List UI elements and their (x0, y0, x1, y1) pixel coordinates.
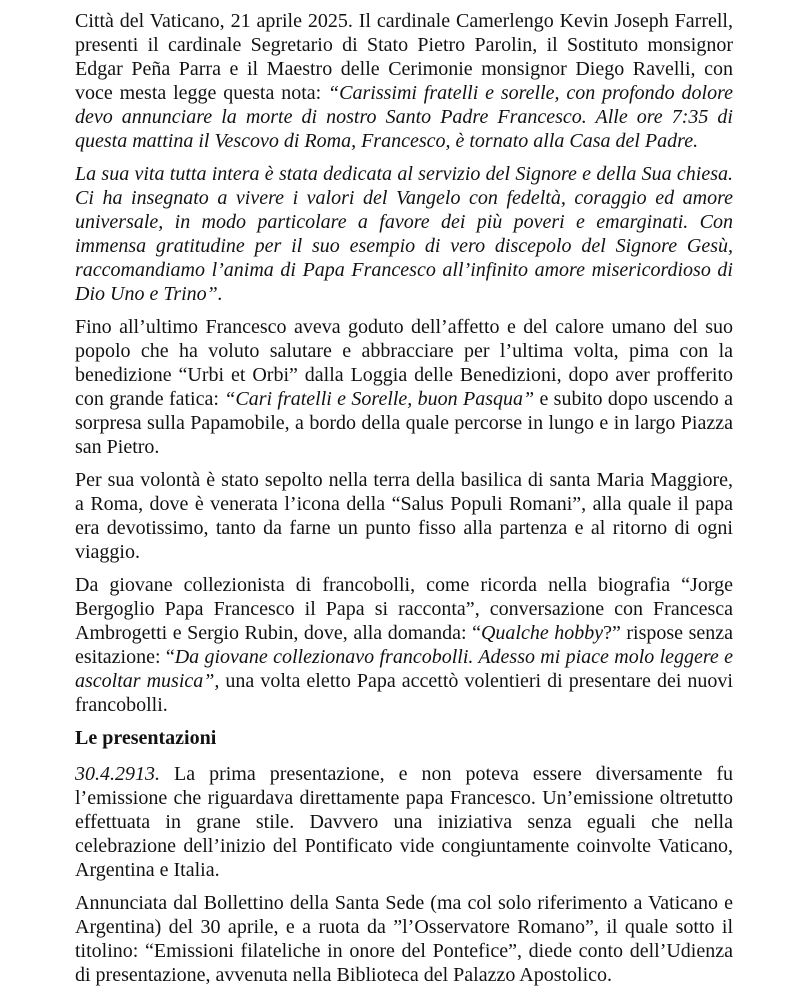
document-text-column (75, 9, 733, 996)
paragraph (75, 9, 733, 153)
text-run: Annunciata dal Bollettino della Santa Sede (ma col solo riferimento a Vaticano e Argentina) del 30 aprile, e a ruota da ”l’Osservatore Romano”, il quale sotto il titolino: “Emissioni filateliche in onore del Pontefice”, diede conto dell’Udienza di presentazione, avvenuta nella Biblioteca del Palazzo Apostolico. (75, 892, 733, 986)
text-run: Da giovane collezionavo francobolli. Adesso mi piace molo leggere e ascoltar musica”, (75, 646, 733, 692)
text-run: 30.4.2913. (75, 763, 160, 785)
text-run: Città del Vaticano, 21 aprile 2025. Il cardinale Camerlengo Kevin Joseph Farrell, presenti il cardinale Segretario di Stato Pietro Parolin, il Sostituto monsignor Edgar Peña Parra e il Maestro delle Cerimonie monsignor Diego Ravelli, con voce mesta legge questa nota: (75, 10, 733, 104)
paragraph (75, 162, 733, 306)
text-run: Le presentazioni (75, 727, 217, 749)
text-run: Fino all’ultimo Francesco aveva goduto dell’affetto e del calore umano del suo popolo che ha voluto salutare e abbracciare per l’ultima volta, pima con la benedizione “Urbi et Orbi” dalla Loggia delle Benedizioni, dopo aver profferito con grande fatica: (75, 316, 733, 410)
text-run: ?” rispose senza esitazione: “ (75, 622, 733, 668)
text-run: Per sua volontà è stato sepolto nella terra della basilica di santa Maria Maggiore, a Roma, dove è venerata l’icona della “Salus Populi Romani”, alla quale il papa era devotissimo, tanto da farne un punto fisso alla partenza e al ritorno di ogni viaggio. (75, 469, 733, 563)
paragraph (75, 315, 733, 459)
text-run: La sua vita tutta intera è stata dedicata al servizio del Signore e della Sua chiesa. Ci ha insegnato a vivere i valori del Vangelo con fedeltà, coraggio ed amore universale, in modo particolare a favore dei più poveri e emarginati. Con immensa gratitudine per il suo esempio di vero discepolo del Signore Gesù, raccomandiamo l’anima di Papa Francesco all’infinito amore misericordioso di Dio Uno e Trino”. (75, 163, 733, 305)
text-run: e subito dopo uscendo a sorpresa sulla Papamobile, a bordo della quale percorse in lungo e in largo Piazza san Pietro. (75, 388, 733, 458)
text-run: Da giovane collezionista di francobolli, come ricorda nella biografia “Jorge Bergoglio Papa Francesco il Papa si racconta”, conversazione con Francesca Ambrogetti e Sergio Rubin, dove, alla domanda: “ (75, 574, 733, 644)
section-heading (75, 726, 733, 750)
text-run: una volta eletto Papa accettò volentieri di presentare dei nuovi francobolli. (75, 670, 733, 716)
text-run: “Carissimi fratelli e sorelle, con profondo dolore devo annunciare la morte di nostro Santo Padre Francesco. Alle ore 7:35 di questa mattina il Vescovo di Roma, Francesco, è tornato alla Casa del Padre. (75, 82, 733, 152)
text-run: “Cari fratelli e Sorelle, buon Pasqua” (224, 388, 535, 410)
paragraph (75, 762, 733, 882)
paragraph (75, 468, 733, 564)
paragraph (75, 573, 733, 717)
text-run: Qualche hobby (480, 622, 604, 644)
text-run: La prima presentazione, e non poteva essere diversamente fu l’emissione che riguardava direttamente papa Francesco. Un’emissione oltretutto effettuata in grane stile. Davvero una iniziativa senza eguali che nella celebrazione dell’inizio del Pontificato vide congiuntamente coinvolte Vaticano, Argentina e Italia. (75, 763, 733, 881)
paragraph (75, 891, 733, 987)
